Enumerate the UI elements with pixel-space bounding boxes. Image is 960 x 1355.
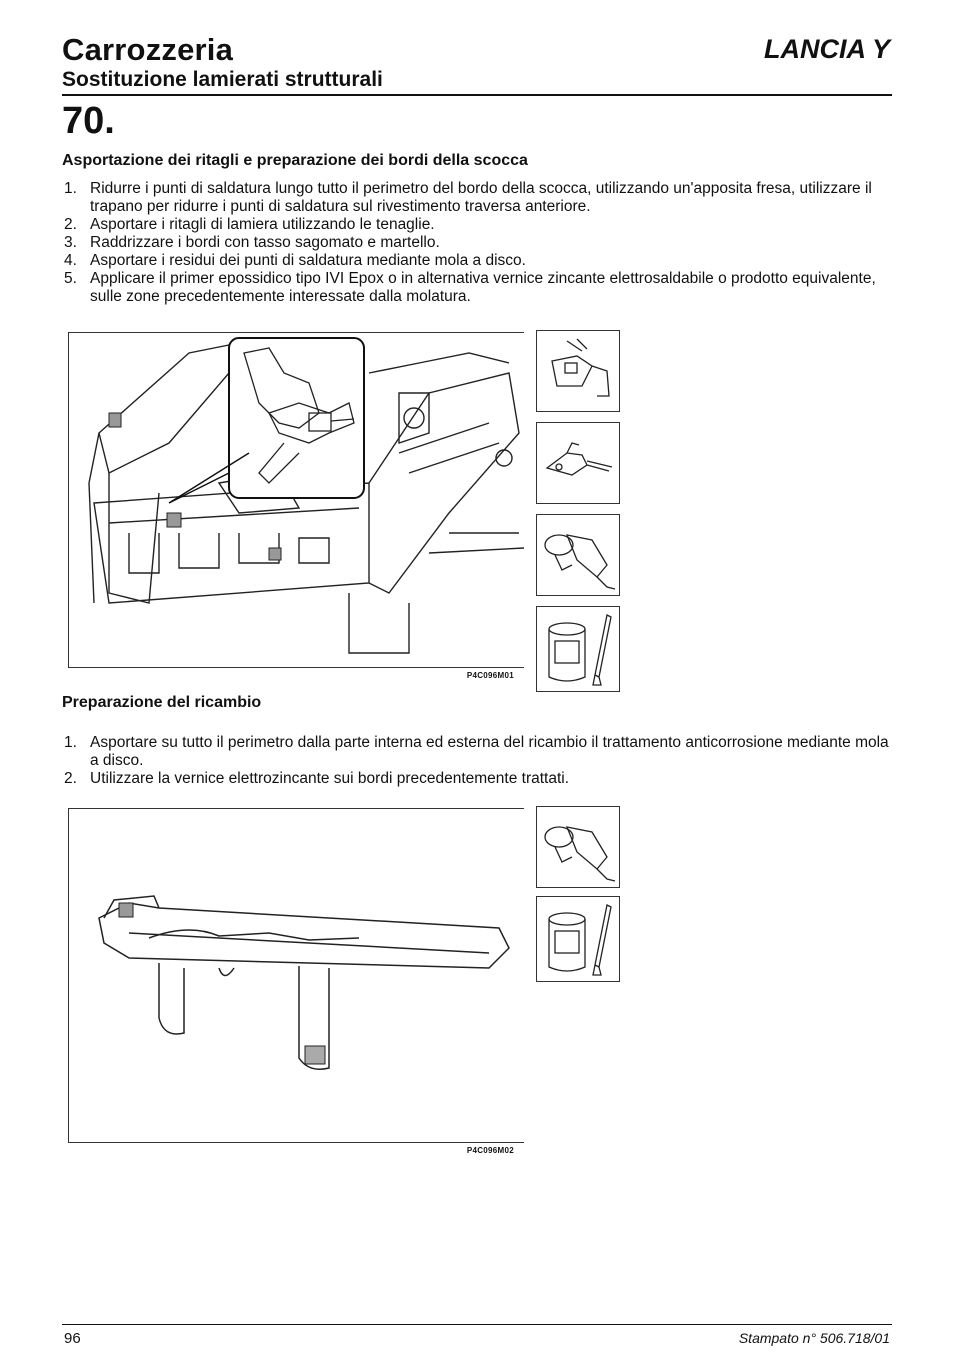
figure-replacement-part [68, 808, 524, 1155]
weld-area-marker [305, 1046, 325, 1064]
header-divider [62, 94, 892, 96]
weld-area-marker [167, 513, 181, 527]
page-number: 96 [64, 1330, 81, 1347]
figure-body-shell [68, 332, 524, 680]
brand-name: LANCIA Y [763, 34, 890, 64]
figure-code: P4C096M01 [466, 671, 514, 680]
weld-area-marker [269, 548, 281, 560]
list-item: 4. Asportare i residui dei punti di saldatura mediante mola a disco. [64, 252, 526, 269]
print-reference: Stampato n° 506.718/01 [738, 1330, 890, 1346]
footer-divider [62, 1324, 892, 1325]
angle-grinder-icon [536, 514, 620, 596]
part2-steps [64, 734, 900, 788]
angle-grinder-icon [536, 806, 620, 888]
primer-can-brush-icon [536, 606, 620, 692]
section-title: Carrozzeria [62, 32, 234, 67]
cross-member-illustration [69, 808, 524, 1142]
list-item: 1. Asportare su tutto il perimetro dalla parte interna ed esterna del ricambio il trattamento anticorrosione mediante mola a disco. [64, 734, 889, 769]
list-item: 5. Applicare il primer epossidico tipo IVI Epox o in alternativa vernice zincante elettrosaldabile o prodotto equivalente, sulle zone precedentemente interessate dalla molatura. [64, 270, 876, 305]
part1-steps [64, 180, 900, 306]
list-item: 2. Asportare i ritagli di lamiera utilizzando le tenaglie. [64, 216, 435, 233]
subsection-title: Sostituzione lamierati strutturali [62, 68, 383, 91]
drill-icon [536, 422, 620, 504]
operation-number: 70. [62, 100, 115, 142]
part2-title: Preparazione del ricambio [62, 694, 262, 711]
part1-title: Asportazione dei ritagli e preparazione dei bordi della scocca [62, 152, 528, 169]
list-item: 1. Ridurre i punti di saldatura lungo tutto il perimetro del bordo della scocca, utilizzando un'apposita fresa, utilizzare il trapano per ridurre i punti di saldatura sul rivestimento traversa anteriore. [64, 180, 872, 215]
figure-code: P4C096M02 [466, 1146, 514, 1155]
weld-area-marker [109, 413, 121, 427]
spot-weld-cutter-icon [536, 330, 620, 412]
body-shell-illustration [69, 333, 524, 667]
primer-can-brush-icon [536, 896, 620, 982]
list-item: 3. Raddrizzare i bordi con tasso sagomato e martello. [64, 234, 440, 251]
list-item: 2. Utilizzare la vernice elettrozincante sui bordi precedentemente trattati. [64, 770, 570, 787]
weld-area-marker [119, 903, 133, 917]
